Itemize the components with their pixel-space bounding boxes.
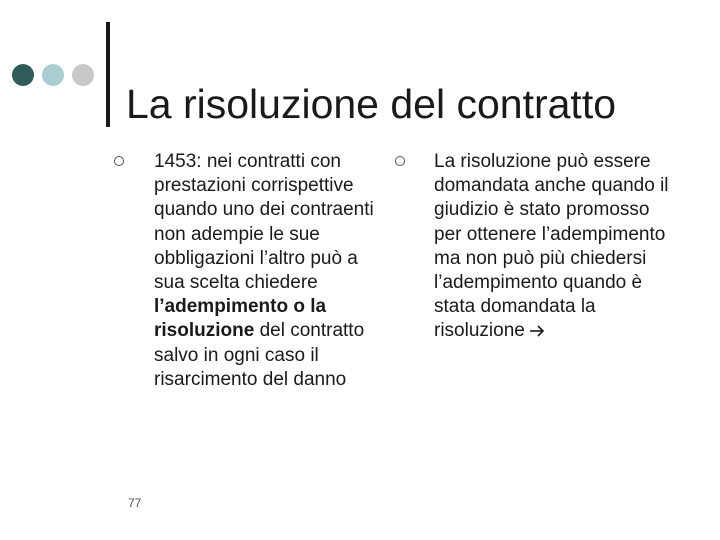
dot-dark-teal: [12, 64, 34, 86]
right-bullet-text: [434, 150, 670, 346]
bullet-circle-icon: [395, 156, 405, 166]
dot-light-blue: [42, 64, 64, 86]
left-bullet-text: [154, 150, 390, 392]
right-arrow-icon: [529, 321, 545, 345]
title-divider-bar: [106, 22, 110, 127]
page-number: 77: [128, 496, 142, 510]
dot-grey: [72, 64, 94, 86]
left-bullet-text-after: del contratto salvo in ogni caso il risarcimento del danno: [154, 320, 365, 390]
right-bullet-body: La risoluzione può essere domandata anche quando il giudizio è stato promosso per ottenere l’adempimento ma non può più chiedersi l’adempimento quando è stata domandata la risoluzione: [434, 151, 669, 342]
bullet-circle-icon: [114, 156, 124, 166]
left-bullet-bold-text: l’adempimento o la risoluzione: [154, 296, 327, 342]
slide-title: La risoluzione del contratto: [126, 81, 617, 127]
left-bullet-text-before: 1453: nei contratti con prestazioni corrispettive quando uno dei contraenti non adempie le sue obbligazioni l’altro può a sua scelta chiedere: [154, 151, 374, 294]
